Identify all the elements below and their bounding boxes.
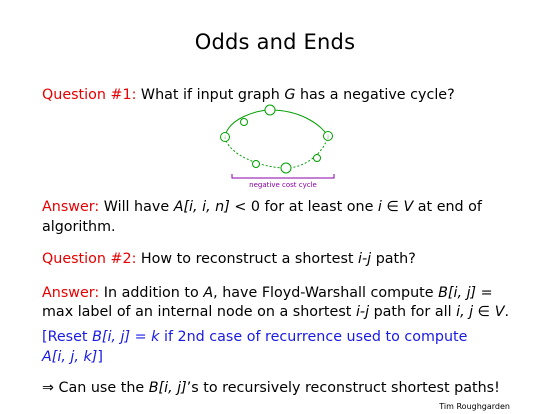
cycle-label: negative cost cycle [249, 181, 317, 189]
answer-1-label: Answer: [42, 199, 100, 215]
question-2 [42, 249, 512, 269]
reset-b: = [130, 329, 152, 345]
answer-2-Bij: B[i, j] [438, 285, 477, 301]
answer-1-i: i [377, 199, 382, 215]
answer-1-in: ∈ [381, 199, 404, 215]
answer-2-A: A [203, 285, 214, 301]
question-2-label: Question #2: [42, 251, 137, 267]
negative-cycle-diagram [0, 0, 550, 200]
answer-2-l1b: , have Floyd-Warshall compute [213, 285, 439, 301]
answer-1 [42, 197, 512, 237]
answer-2-ijv: i, j [456, 304, 474, 320]
reset-Aijk: A[i, j, k] [42, 349, 98, 365]
question-2-text-a: How to reconstruct a shortest [136, 251, 359, 267]
node-left-mark: i [224, 135, 226, 140]
question-1-var: G [284, 87, 296, 103]
author-credit: Tim Roughgarden [439, 402, 510, 411]
answer-2-l2c: ∈ [473, 304, 495, 320]
reset-d: ] [97, 349, 103, 365]
answer-2-line-2 [42, 302, 512, 322]
answer-2-V: V [494, 304, 505, 320]
node-top [265, 105, 275, 115]
node-right-mark: j [327, 134, 329, 139]
conclusion-a: ⇒ Can use the [42, 380, 149, 396]
node-lower-right [314, 155, 321, 162]
answer-1-text-b: < 0 for at least one [229, 199, 378, 215]
answer-2-l1a: In addition to [99, 285, 204, 301]
question-1-text-a: What if input graph [136, 87, 285, 103]
conclusion-Bij: B[i, j] [148, 380, 187, 396]
answer-1-expr: A[i, i, n] [173, 199, 230, 215]
reset-note [42, 327, 482, 367]
answer-2-l2d: . [504, 304, 510, 320]
reset-c: if 2nd case of recurrence used to compute [159, 329, 468, 345]
answer-2-line-1 [42, 283, 512, 303]
node-upper-left [241, 119, 248, 126]
node-bottom [281, 163, 291, 173]
answer-2-l1c: = [476, 285, 493, 301]
reset-k: k [151, 329, 160, 345]
conclusion [42, 378, 512, 398]
answer-1-v: V [403, 199, 414, 215]
node-lower-left [253, 161, 260, 168]
slide-title: Odds and Ends [194, 30, 356, 54]
answer-2-ij: i-j [355, 304, 370, 320]
conclusion-b: ’s to recursively reconstruct shortest paths! [186, 380, 500, 396]
question-1-label: Question #1: [42, 87, 137, 103]
question-2-text-b: path? [371, 251, 416, 267]
reset-Bij: B[i, j] [92, 329, 131, 345]
answer-2-l2a: max label of an internal node on a shortest [42, 304, 356, 320]
answer-1-text-a: Will have [99, 199, 174, 215]
question-2-ij: i-j [358, 251, 372, 267]
answer-1-text-c: at end of algorithm. [42, 199, 482, 235]
cycle-lower-arc [225, 136, 328, 168]
answer-2-l2b: path for all [369, 304, 457, 320]
question-1-text-b: has a negative cycle? [295, 87, 455, 103]
answer-2-label: Answer: [42, 285, 100, 301]
reset-a: [Reset [42, 329, 93, 345]
cycle-bracket [232, 174, 334, 178]
